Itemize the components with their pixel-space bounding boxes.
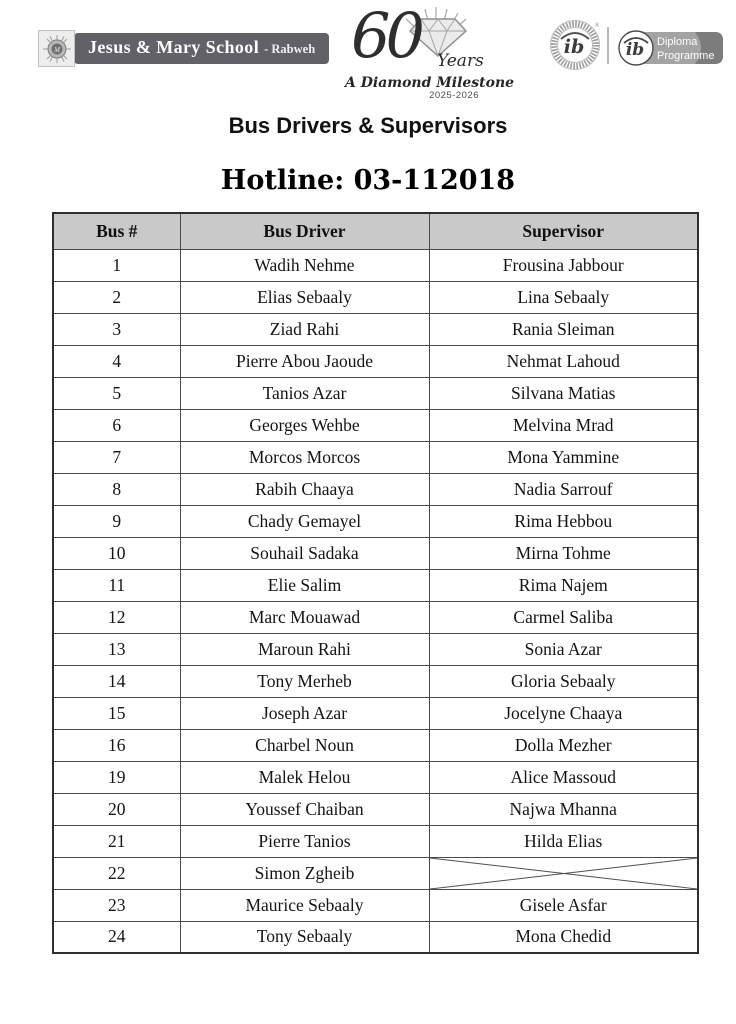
driver-cell: Georges Wehbe [180, 409, 429, 441]
bus-number-cell: 24 [53, 921, 180, 953]
driver-cell: Joseph Azar [180, 697, 429, 729]
table-row [53, 377, 698, 409]
table-row [53, 761, 698, 793]
bus-number-cell: 12 [53, 601, 180, 633]
driver-cell: Pierre Tanios [180, 825, 429, 857]
supervisor-cell: Rima Hebbou [429, 505, 698, 537]
bus-number-cell: 6 [53, 409, 180, 441]
column-header-driver: Bus Driver [180, 213, 429, 249]
column-header-supervisor: Supervisor [429, 213, 698, 249]
supervisor-cell: Najwa Mhanna [429, 793, 698, 825]
table-row [53, 505, 698, 537]
driver-cell: Maurice Sebaaly [180, 889, 429, 921]
table-row [53, 473, 698, 505]
supervisor-cell: Rima Najem [429, 569, 698, 601]
bus-number-cell: 3 [53, 313, 180, 345]
table-row [53, 697, 698, 729]
supervisor-cell: Silvana Matias [429, 377, 698, 409]
bus-number-cell: 23 [53, 889, 180, 921]
driver-cell: Charbel Noun [180, 729, 429, 761]
supervisor-cell: Nadia Sarrouf [429, 473, 698, 505]
supervisor-cell: Melvina Mrad [429, 409, 698, 441]
svg-text:®: ® [594, 23, 600, 29]
supervisor-cell: Mirna Tohme [429, 537, 698, 569]
supervisor-cell: Mona Yammine [429, 441, 698, 473]
driver-cell: Malek Helou [180, 761, 429, 793]
school-emblem-box [38, 30, 75, 67]
anniversary-logo [345, 0, 515, 101]
supervisor-cell: Gisele Asfar [429, 889, 698, 921]
table-row [53, 857, 698, 889]
bus-number-cell: 4 [53, 345, 180, 377]
supervisor-cell: Dolla Mezher [429, 729, 698, 761]
bus-number-cell: 11 [53, 569, 180, 601]
bus-number-cell: 7 [53, 441, 180, 473]
driver-cell: Maroun Rahi [180, 633, 429, 665]
supervisor-cell: Hilda Elias [429, 825, 698, 857]
logo-separator [607, 27, 609, 64]
table-row [53, 345, 698, 377]
driver-cell: Rabih Chaaya [180, 473, 429, 505]
bus-number-cell: 15 [53, 697, 180, 729]
hotline-text: Hotline: 03-112018 [220, 165, 516, 196]
table-row [53, 249, 698, 281]
bus-number-cell: 9 [53, 505, 180, 537]
bus-number-cell: 5 [53, 377, 180, 409]
supervisor-cell: Jocelyne Chaaya [429, 697, 698, 729]
bus-number-cell: 22 [53, 857, 180, 889]
anniversary-years-word: Years [437, 51, 484, 71]
driver-cell: Pierre Abou Jaoude [180, 345, 429, 377]
diploma-label-line2: Programme [657, 50, 715, 62]
svg-text:ib: ib [563, 36, 585, 58]
table-row [53, 281, 698, 313]
table-row [53, 569, 698, 601]
bus-number-cell: 21 [53, 825, 180, 857]
table-row [53, 793, 698, 825]
supervisor-cell: Sonia Azar [429, 633, 698, 665]
driver-cell: Tanios Azar [180, 377, 429, 409]
school-emblem-icon [42, 34, 72, 64]
table-row [53, 921, 698, 953]
table-row [53, 409, 698, 441]
diploma-label-line1: Diploma [657, 36, 698, 48]
driver-cell: Ziad Rahi [180, 313, 429, 345]
table-header-row [53, 213, 698, 249]
table-row [53, 537, 698, 569]
bus-number-cell: 16 [53, 729, 180, 761]
table-row [53, 601, 698, 633]
supervisor-cell: Mona Chedid [429, 921, 698, 953]
crossed-out-icon [430, 858, 698, 889]
table-row [53, 889, 698, 921]
table-row [53, 665, 698, 697]
bus-number-cell: 8 [53, 473, 180, 505]
bus-table [52, 212, 699, 954]
school-name-bar [74, 33, 329, 64]
driver-cell: Marc Mouawad [180, 601, 429, 633]
bus-table-body [53, 249, 698, 953]
anniversary-school-year: 2025-2026 [429, 90, 479, 101]
driver-cell: Chady Gemayel [180, 505, 429, 537]
ib-world-school-logo [549, 19, 601, 71]
supervisor-cell: Alice Massoud [429, 761, 698, 793]
school-logo [38, 30, 329, 67]
supervisor-cell: Carmel Saliba [429, 601, 698, 633]
anniversary-tagline: A Diamond Milestone [345, 75, 515, 91]
driver-cell: Souhail Sadaka [180, 537, 429, 569]
bus-number-cell: 19 [53, 761, 180, 793]
anniversary-number: 60 [351, 0, 420, 72]
supervisor-cell: Rania Sleiman [429, 313, 698, 345]
driver-cell: Tony Merheb [180, 665, 429, 697]
bus-number-cell: 10 [53, 537, 180, 569]
driver-cell: Elie Salim [180, 569, 429, 601]
supervisor-cell: Lina Sebaaly [429, 281, 698, 313]
bus-number-cell: 13 [53, 633, 180, 665]
bus-number-cell: 2 [53, 281, 180, 313]
ib-diploma-programme-logo [613, 26, 725, 70]
school-name: Jesus & Mary School [88, 37, 260, 57]
supervisor-cell: Frousina Jabbour [429, 249, 698, 281]
column-header-bus: Bus # [53, 213, 180, 249]
driver-cell: Youssef Chaiban [180, 793, 429, 825]
supervisor-cell [429, 857, 698, 889]
table-row [53, 441, 698, 473]
driver-cell: Wadih Nehme [180, 249, 429, 281]
driver-cell: Morcos Morcos [180, 441, 429, 473]
supervisor-cell: Nehmat Lahoud [429, 345, 698, 377]
driver-cell: Elias Sebaaly [180, 281, 429, 313]
bus-number-cell: 1 [53, 249, 180, 281]
bus-number-cell: 14 [53, 665, 180, 697]
table-row [53, 729, 698, 761]
page-title: Bus Drivers & Supervisors [228, 113, 508, 138]
supervisor-cell: Gloria Sebaaly [429, 665, 698, 697]
svg-text:M: M [53, 45, 60, 54]
ib-lettermark: ib [625, 40, 645, 60]
driver-cell: Tony Sebaaly [180, 921, 429, 953]
table-row [53, 633, 698, 665]
driver-cell: Simon Zgheib [180, 857, 429, 889]
table-row [53, 825, 698, 857]
school-name-suffix: - Rabweh [264, 42, 316, 56]
bus-number-cell: 20 [53, 793, 180, 825]
table-row [53, 313, 698, 345]
